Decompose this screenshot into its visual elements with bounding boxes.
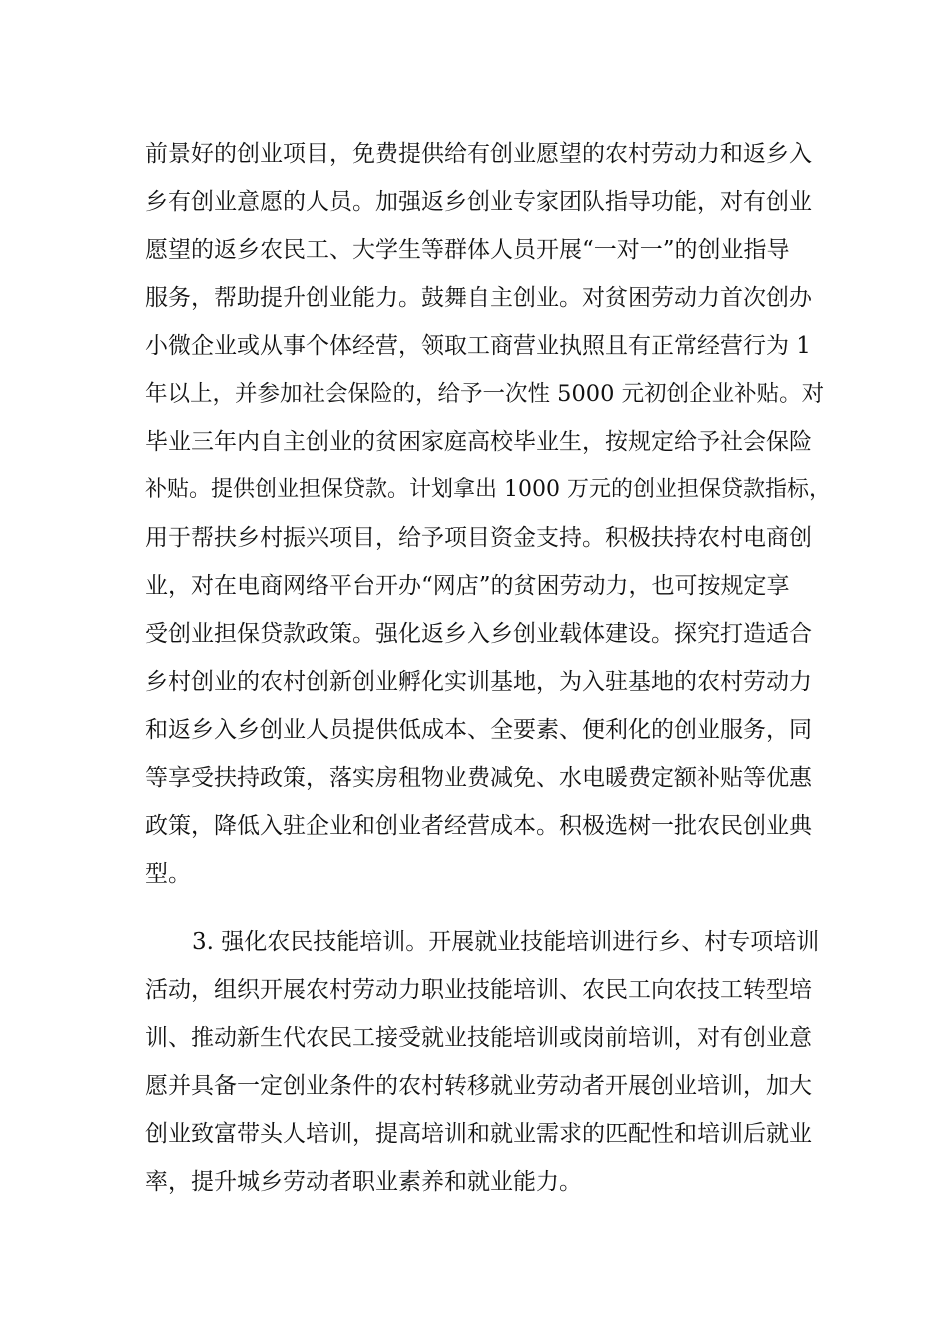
paragraph-2-line-6: 率，提升城乡劳动者职业素养和就业能力。 xyxy=(145,1169,582,1195)
paragraph-1-line-12: 乡村创业的农村创新创业孵化实训基地，为入驻基地的农村劳动力 xyxy=(145,669,812,695)
paragraph-1-line-16: 型。 xyxy=(145,861,191,887)
paragraph-1-line-8: 补贴。提供创业担保贷款。计划拿出 1000 万元的创业担保贷款指标， xyxy=(145,477,831,502)
paragraph-2-line-4: 愿并具备一定创业条件的农村转移就业劳动者开展创业培训，加大 xyxy=(145,1073,812,1099)
paragraph-1-line-10: 业，对在电商网络平台开办“网店”的贫困劳动力，也可按规定享 xyxy=(145,573,790,599)
paragraph-2-line-5: 创业致富带头人培训，提高培训和就业需求的匹配性和培训后就业 xyxy=(145,1121,812,1147)
paragraph-1-line-14: 等享受扶持政策，落实房租物业费减免、水电暖费定额补贴等优惠 xyxy=(145,765,812,791)
paragraph-1-line-3: 愿望的返乡农民工、大学生等群体人员开展“一对一”的创业指导 xyxy=(145,237,790,263)
paragraph-2-line-3: 训、推动新生代农民工接受就业技能培训或岗前培训，对有创业意 xyxy=(145,1025,812,1051)
paragraph-1-line-4: 服务，帮助提升创业能力。鼓舞自主创业。对贫困劳动力首次创办 xyxy=(145,285,812,311)
paragraph-1-line-5: 小微企业或从事个体经营，领取工商营业执照且有正常经营行为 1 xyxy=(145,333,811,359)
paragraph-1-line-6: 年以上，并参加社会保险的，给予一次性 5000 元初创企业补贴。对 xyxy=(145,381,825,407)
paragraph-1-line-11: 受创业担保贷款政策。强化返乡入乡创业载体建设。探究打造适合 xyxy=(145,621,812,647)
paragraph-2-line-1: 3. 强化农民技能培训。开展就业技能培训进行乡、村专项培训 xyxy=(192,929,820,955)
paragraph-1-line-13: 和返乡入乡创业人员提供低成本、全要素、便利化的创业服务，同 xyxy=(145,717,812,743)
paragraph-2-line-2: 活动，组织开展农村劳动力职业技能培训、农民工向农技工转型培 xyxy=(145,977,812,1003)
paragraph-1-line-7: 毕业三年内自主创业的贫困家庭高校毕业生，按规定给予社会保险 xyxy=(145,429,812,455)
paragraph-1-line-2: 乡有创业意愿的人员。加强返乡创业专家团队指导功能，对有创业 xyxy=(145,189,812,215)
paragraph-1-line-9: 用于帮扶乡村振兴项目，给予项目资金支持。积极扶持农村电商创 xyxy=(145,525,812,551)
paragraph-1-line-1: 前景好的创业项目，免费提供给有创业愿望的农村劳动力和返乡入 xyxy=(145,141,812,167)
paragraph-1-line-15: 政策，降低入驻企业和创业者经营成本。积极选树一批农民创业典 xyxy=(145,813,812,839)
